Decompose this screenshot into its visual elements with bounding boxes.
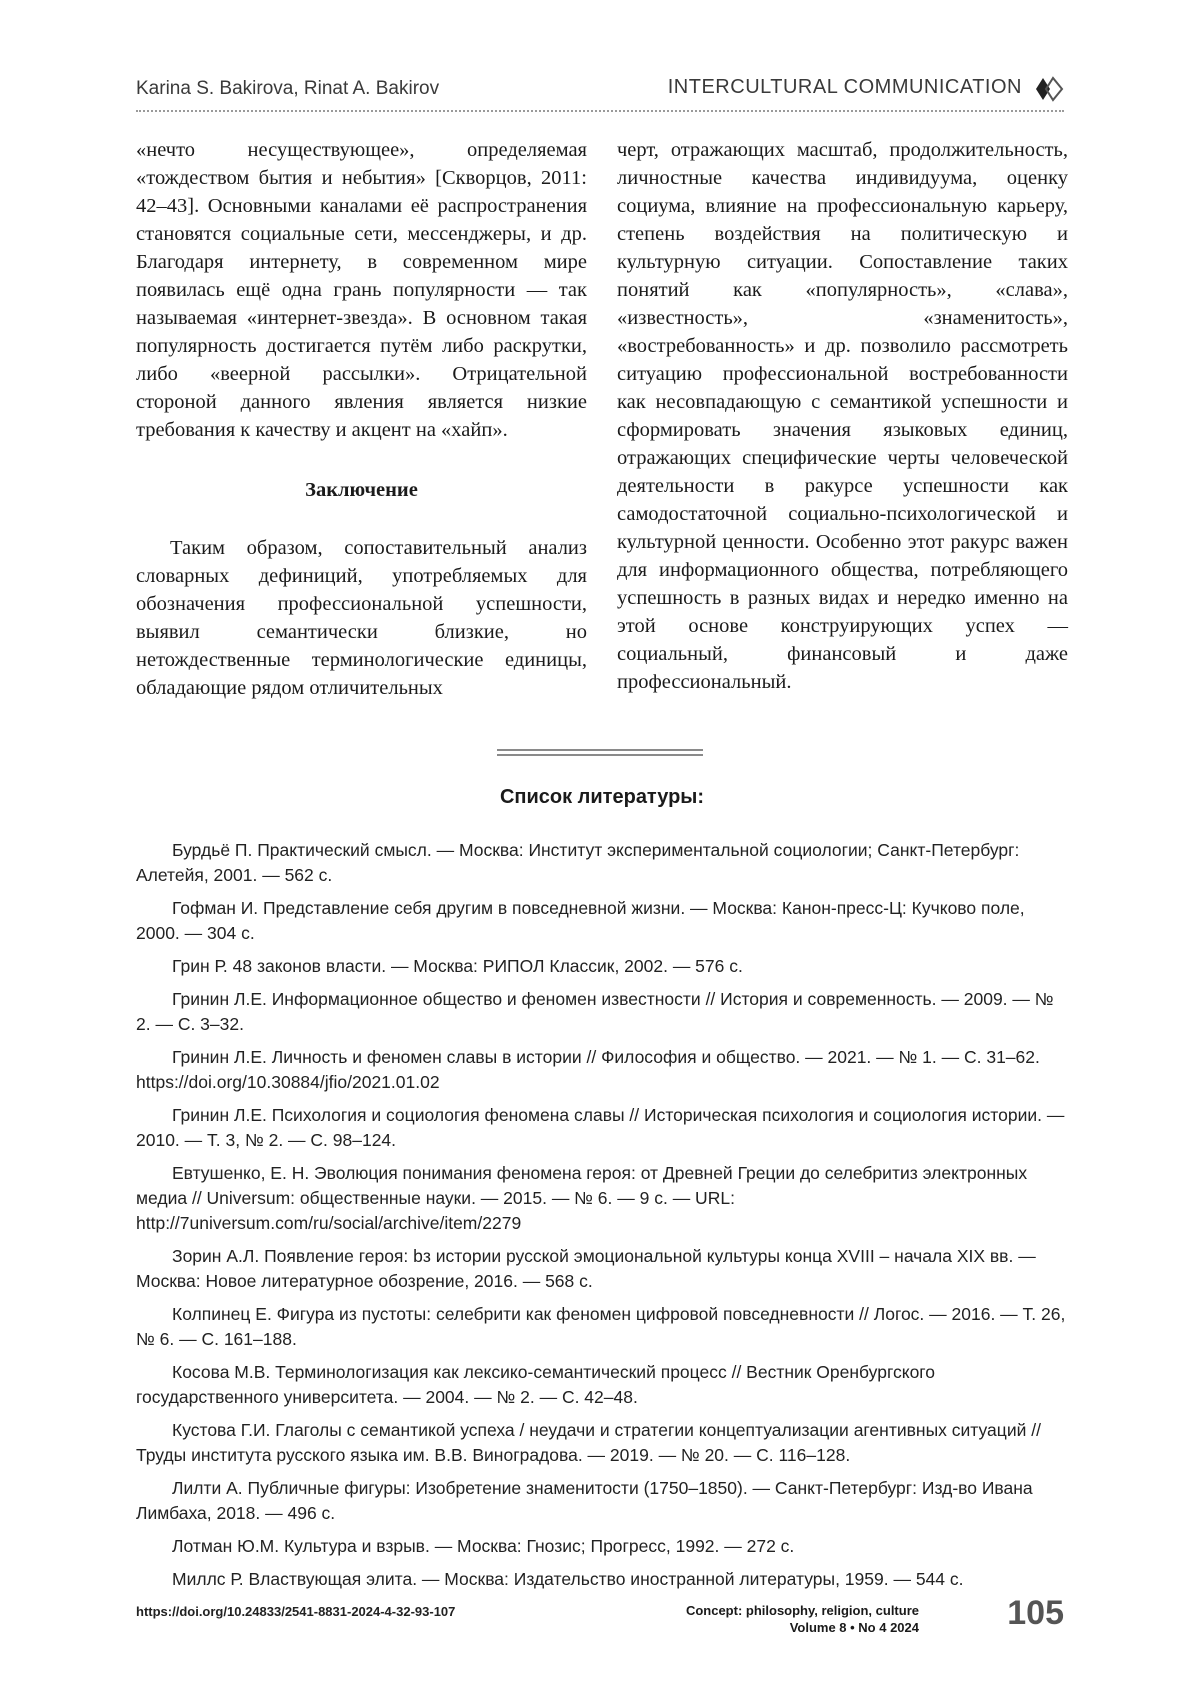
journal-logo-icon bbox=[1034, 76, 1064, 102]
left-column bbox=[136, 136, 587, 702]
paragraph: черт, отражающих масштаб, продолжительность, личностные качества индивидуума, оценку социума, влияние на профессиональную карьеру, степень воздействия на политическую и культурную ситуации. Сопоставление таких понятий как «популярность», «слава», «известность», «знаменитость», «востребованность» и др. позволило рассмотреть ситуацию профессиональной востребованности как несовпадающую с семантикой успешности и сформировать значения языковых единиц, отражающих специфические черты человеческой деятельности в ракурсе успешности как самодостаточной социально-психологической и культурной ценности. Особенно этот ракурс важен для информационного общества, потребляющего успешность в разных видах и нередко именно на этой основе конструирующих успех — социальный, финансовый и даже профессиональный. bbox=[617, 139, 1068, 693]
footer-doi-link[interactable]: https://doi.org/10.24833/2541-8831-2024-4-32-93-107 bbox=[136, 1604, 456, 1619]
reference-item: Гринин Л.Е. Информационное общество и феномен известности // История и современность. — 2009. — № 2. — С. 3–32. bbox=[136, 989, 1054, 1034]
footer-journal-name: Concept: philosophy, religion, culture bbox=[685, 1603, 919, 1618]
running-header bbox=[136, 74, 1064, 112]
reference-item: Лотман Ю.М. Культура и взрыв. — Москва: Гнозис; Прогресс, 1992. — 272 с. bbox=[172, 1536, 795, 1556]
page-number: 105 bbox=[1007, 1594, 1064, 1632]
reference-item: Евтушенко, Е. Н. Эволюция понимания феномена героя: от Древней Греции до селебритиз электронных медиа // Universum: общественные науки. — 2015. — № 6. — 9 с. — URL: http://7universum.com/ru/social/archive/item/2279 bbox=[136, 1163, 1028, 1233]
right-column bbox=[617, 136, 1068, 696]
paragraph: Таким образом, сопоставительный анализ словарных дефиниций, употребляемых для обозначения профессиональной успешности, выявил семантически близкие, но нетождественные терминологические единицы, обладающие рядом отличительных bbox=[136, 537, 587, 699]
footer-journal bbox=[686, 1602, 919, 1636]
references-title: Список литературы: bbox=[499, 786, 705, 808]
references-list bbox=[136, 838, 1068, 1600]
reference-item: Грин Р. 48 законов власти. — Москва: РИПОЛ Классик, 2002. — 576 с. bbox=[172, 956, 743, 976]
reference-item: Колпинец Е. Фигура из пустоты: селебрити как феномен цифровой повседневности // Логос. — 2016. — Т. 26, № 6. — С. 161–188. bbox=[136, 1304, 1066, 1349]
footer-volume: Volume 8 • No 4 2024 bbox=[789, 1620, 919, 1635]
reference-item: Лилти А. Публичные фигуры: Изобретение знаменитости (1750–1850). — Санкт-Петербург: Изд-во Ивана Лимбаха, 2018. — 496 с. bbox=[136, 1478, 1033, 1523]
section-divider bbox=[497, 749, 703, 759]
header-journal-section: INTERCULTURAL COMMUNICATION bbox=[667, 76, 1022, 98]
reference-item: Кустова Г.И. Глаголы с семантикой успеха / неудачи и стратегии концептуализации агентивных ситуаций // Труды института русского языка им. В.В. Виноградова. — 2019. — № 20. — С. 116–128. bbox=[136, 1420, 1041, 1465]
section-title: Заключение bbox=[305, 479, 418, 501]
reference-item: Бурдьё П. Практический смысл. — Москва: Институт экспериментальной социологии; Санкт-Петербург: Алетейя, 2001. — 562 с. bbox=[136, 840, 1020, 885]
paragraph: «нечто несуществующее», определяемая «тождеством бытия и небытия» [Скворцов, 2011: 42–43]. Основными каналами её распространения становятся социальные сети, мессенджеры, и др. Благодаря интернету, в современном мире появилась ещё одна грань популярности — так называемая «интернет-звезда». В основном такая популярность достигается путём либо раскрутки, либо «веерной рассылки». Отрицательной стороной данного явления является низкие требования к качеству и акцент на «хайп». bbox=[136, 139, 587, 441]
reference-item: Гринин Л.Е. Личность и феномен славы в истории // Философия и общество. — 2021. — № 1. — С. 31–62. https://doi.org/10.30884/jfio/2021.01.02 bbox=[136, 1047, 1040, 1092]
reference-item: Косова М.В. Терминологизация как лексико-семантический процесс // Вестник Оренбургского государственного университета. — 2004. — № 2. — С. 42–48. bbox=[136, 1362, 936, 1407]
reference-item: Гофман И. Представление себя другим в повседневной жизни. — Москва: Канон-пресс-Ц: Кучково поле, 2000. — 304 с. bbox=[136, 898, 1025, 943]
reference-item: Миллс Р. Властвующая элита. — Москва: Издательство иностранной литературы, 1959. — 544 с. bbox=[172, 1569, 964, 1589]
reference-item: Гринин Л.Е. Психология и социология феномена славы // Историческая психология и социология истории. — 2010. — Т. 3, № 2. — С. 98–124. bbox=[136, 1105, 1065, 1150]
reference-item: Зорин А.Л. Появление героя: bз истории русской эмоциональной культуры конца XVIII – начала XIX вв. — Москва: Новое литературное обозрение, 2016. — 568 с. bbox=[136, 1246, 1036, 1291]
header-authors: Karina S. Bakirova, Rinat A. Bakirov bbox=[136, 78, 440, 99]
page-footer bbox=[136, 1594, 1064, 1648]
